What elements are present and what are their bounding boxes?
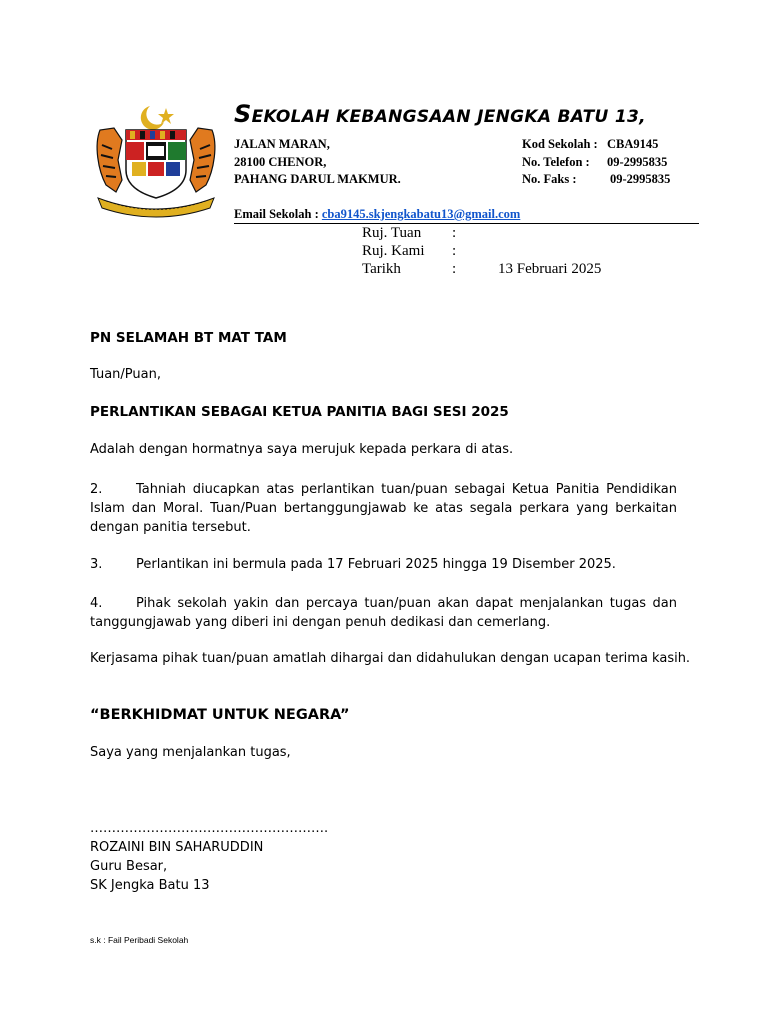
paragraph-2: 2. Tahniah diucapkan atas perlantikan tuan/puan sebagai Ketua Panitia Pendidikan Islam dan Moral. Tuan/Puan bertanggungjawab ke atas segala perkara yang berkaitan dengan panitia tersebut. [90,482,677,535]
faks-label: No. Faks : [522,172,577,186]
email-link[interactable]: cba9145.skjengkabatu13@gmail.com [321,207,521,221]
email-label: Email Sekolah : [234,207,319,221]
sign-off: Saya yang menjalankan tugas, [90,745,291,760]
signer-title: Guru Besar, [90,859,168,874]
motto: “BERKHIDMAT UNTUK NEGARA” [90,707,350,723]
signer-organisation: SK Jengka Batu 13 [90,878,210,893]
letterhead-divider [234,223,699,224]
tarikh-colon: : [452,261,457,277]
subject-heading: PERLANTIKAN SEBAGAI KETUA PANITIA BAGI SESI 2025 [90,404,509,420]
tarikh-value: 13 Februari 2025 [498,261,602,277]
ruj-kami-label: Ruj. Kami [362,243,425,259]
address-line-2: 28100 CHENOR, [234,155,327,169]
tarikh-label: Tarikh [362,261,401,277]
kod-sekolah-label: Kod Sekolah : [522,137,598,151]
ruj-tuan-label: Ruj. Tuan [362,225,422,241]
salutation: Tuan/Puan, [90,367,161,382]
closing-paragraph: Kerjasama pihak tuan/puan amatlah dihargai dan didahulukan dengan ucapan terima kasih. [90,651,691,666]
opening-paragraph: Adalah dengan hormatnya saya merujuk kepada perkara di atas. [90,442,514,457]
paragraph-4: 4. Pihak sekolah yakin dan percaya tuan/puan akan dapat menjalankan tugas dan tanggungjawab yang diberi ini dengan penuh dedikasi dan cemerlang. [90,596,677,630]
telefon-label: No. Telefon : [522,155,590,169]
address-line-1: JALAN MARAN, [234,137,330,151]
address-line-3: PAHANG DARUL MAKMUR. [234,172,401,186]
telefon-value: 09-2995835 [607,155,668,169]
recipient-name: PN SELAMAH BT MAT TAM [90,330,287,346]
school-name: SEKOLAH KEBANGSAAN JENGKA BATU 13, [234,100,646,128]
ruj-kami-colon: : [452,243,457,259]
coat-of-arms-icon [92,100,220,220]
email-row [234,207,520,222]
signer-name: ROZAINI BIN SAHARUDDIN [90,840,264,855]
faks-value: 09-2995835 [610,172,671,186]
kod-sekolah-value: CBA9145 [607,137,659,151]
carbon-copy-note: s.k : Fail Peribadi Sekolah [90,935,189,945]
paragraph-3: 3. Perlantikan ini bermula pada 17 Februari 2025 hingga 19 Disember 2025. [90,557,616,572]
signature-line: ………………………………………………. [90,821,329,836]
ruj-tuan-colon: : [452,225,457,241]
